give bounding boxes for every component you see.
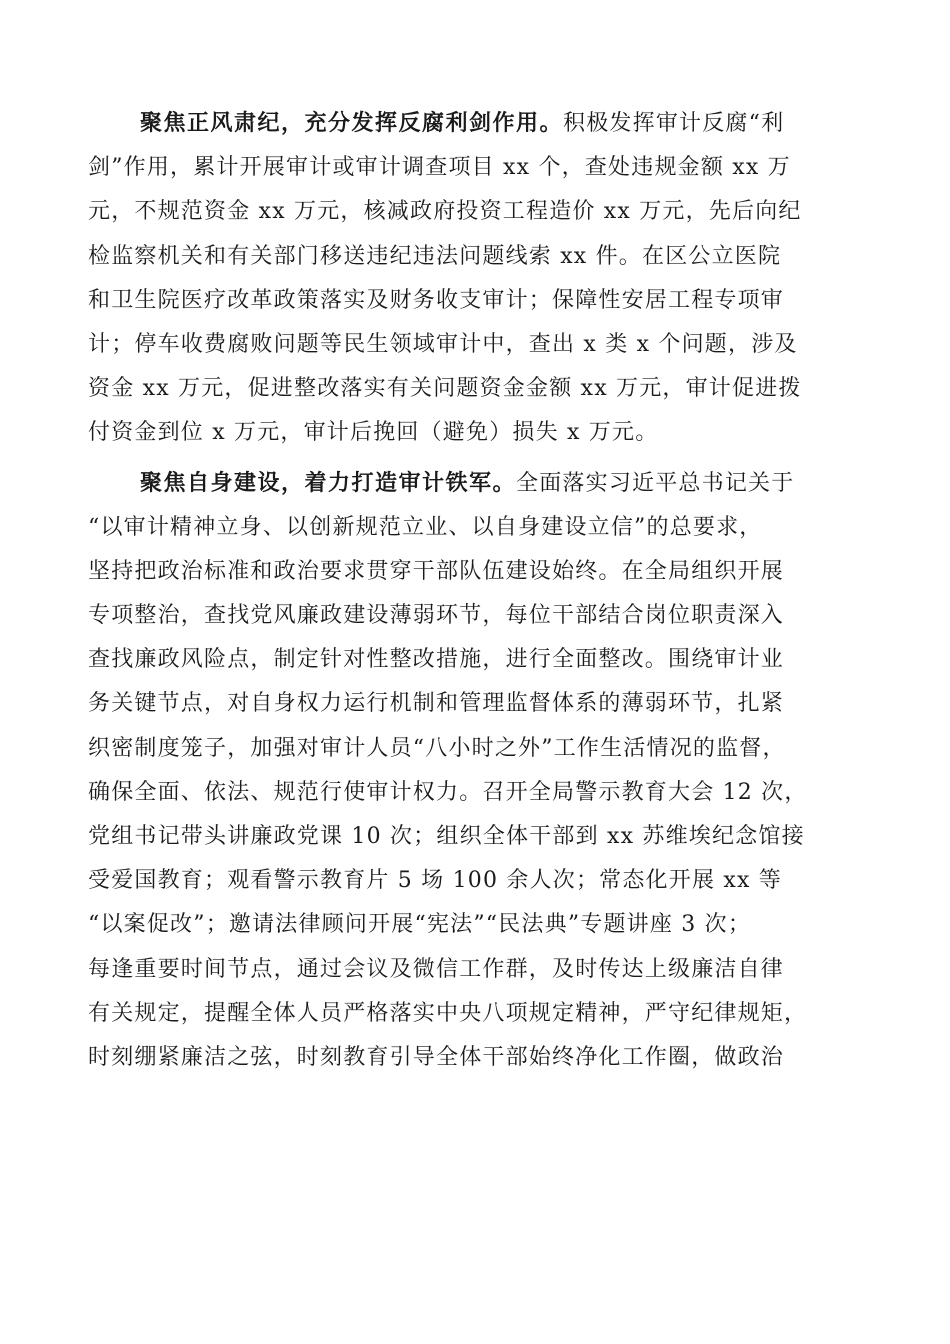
document-body xyxy=(88,102,878,1080)
paragraph-line: 每逢重要时间节点，通过会议及微信工作群，及时传达上级廉洁自律 xyxy=(88,956,785,982)
paragraph-line: 和卫生院医疗改革政策落实及财务收支审计；保障性安居工程专项审 xyxy=(88,287,785,313)
paragraph-heading: 聚焦自身建设，着力打造审计铁军。 xyxy=(140,470,517,496)
paragraph-text: 全面落实习近平总书记关于 xyxy=(516,470,795,496)
paragraph-line: 织密制度笼子，加强对审计人员“八小时之外”工作生活情况的监督， xyxy=(88,735,786,761)
paragraph-line: 确保全面、依法、规范行使审计权力。召开全局警示教育大会 12 次， xyxy=(88,779,808,805)
paragraph-line: 剑”作用，累计开展审计或审计调查项目 xx 个，查处违规金额 xx 万 xyxy=(88,155,791,181)
paragraph-heading: 聚焦正风肃纪，充分发挥反腐利剑作用。 xyxy=(140,111,564,136)
paragraph-line: 坚持把政治标准和政治要求贯穿干部队伍建设始终。在全局组织开展 xyxy=(88,558,785,584)
paragraph-first-line xyxy=(88,462,878,506)
paragraph-line: 受爱国教育；观看警示教育片 5 场 100 余人次；常态化开展 xx 等 xyxy=(88,868,782,894)
paragraph-line: 专项整治，查找党风廉政建设薄弱环节，每位干部结合岗位职责深入 xyxy=(88,603,785,629)
paragraph-1 xyxy=(88,102,878,456)
paragraph-first-line xyxy=(88,102,878,146)
paragraph-line: 时刻绷紧廉洁之弦，时刻教育引导全体干部始终净化工作圈，做政治 xyxy=(88,1044,785,1070)
paragraph-line: 计；停车收费腐败问题等民生领域审计中，查出 x 类 x 个问题，涉及 xyxy=(88,331,798,357)
paragraph-line: 务关键节点，对自身权力运行机制和管理监督体系的薄弱环节，扎紧 xyxy=(88,691,785,717)
paragraph-text: 积极发挥审计反腐“利 xyxy=(563,111,785,136)
paragraph-line: 有关规定，提醒全体人员严格落实中央八项规定精神，严守纪律规矩， xyxy=(88,1000,808,1026)
paragraph-line: 检监察机关和有关部门移送违纪违法问题线索 xx 件。在区公立医院 xyxy=(88,243,782,269)
paragraph-line: “以案促改”；邀请法律顾问开展“宪法”“民法典”专题讲座 3 次； xyxy=(88,912,752,938)
paragraph-line: 付资金到位 x 万元，审计后挽回（避免）损失 x 万元。 xyxy=(88,420,659,446)
paragraph-line: 查找廉政风险点，制定针对性整改措施，进行全面整改。围绕审计业 xyxy=(88,647,785,673)
paragraph-line: 元，不规范资金 xx 万元，核减政府投资工程造价 xx 万元，先后向纪 xyxy=(88,199,802,225)
paragraph-2 xyxy=(88,462,878,1081)
paragraph-line: 党组书记带头讲廉政党课 10 次；组织全体干部到 xx 苏维埃纪念馆接 xyxy=(88,824,805,849)
paragraph-line: “以审计精神立身、以创新规范立业、以自身建设立信”的总要求， xyxy=(88,514,763,540)
paragraph-line: 资金 xx 万元，促进整改落实有关问题资金金额 xx 万元，审计促进拨 xyxy=(88,376,802,402)
